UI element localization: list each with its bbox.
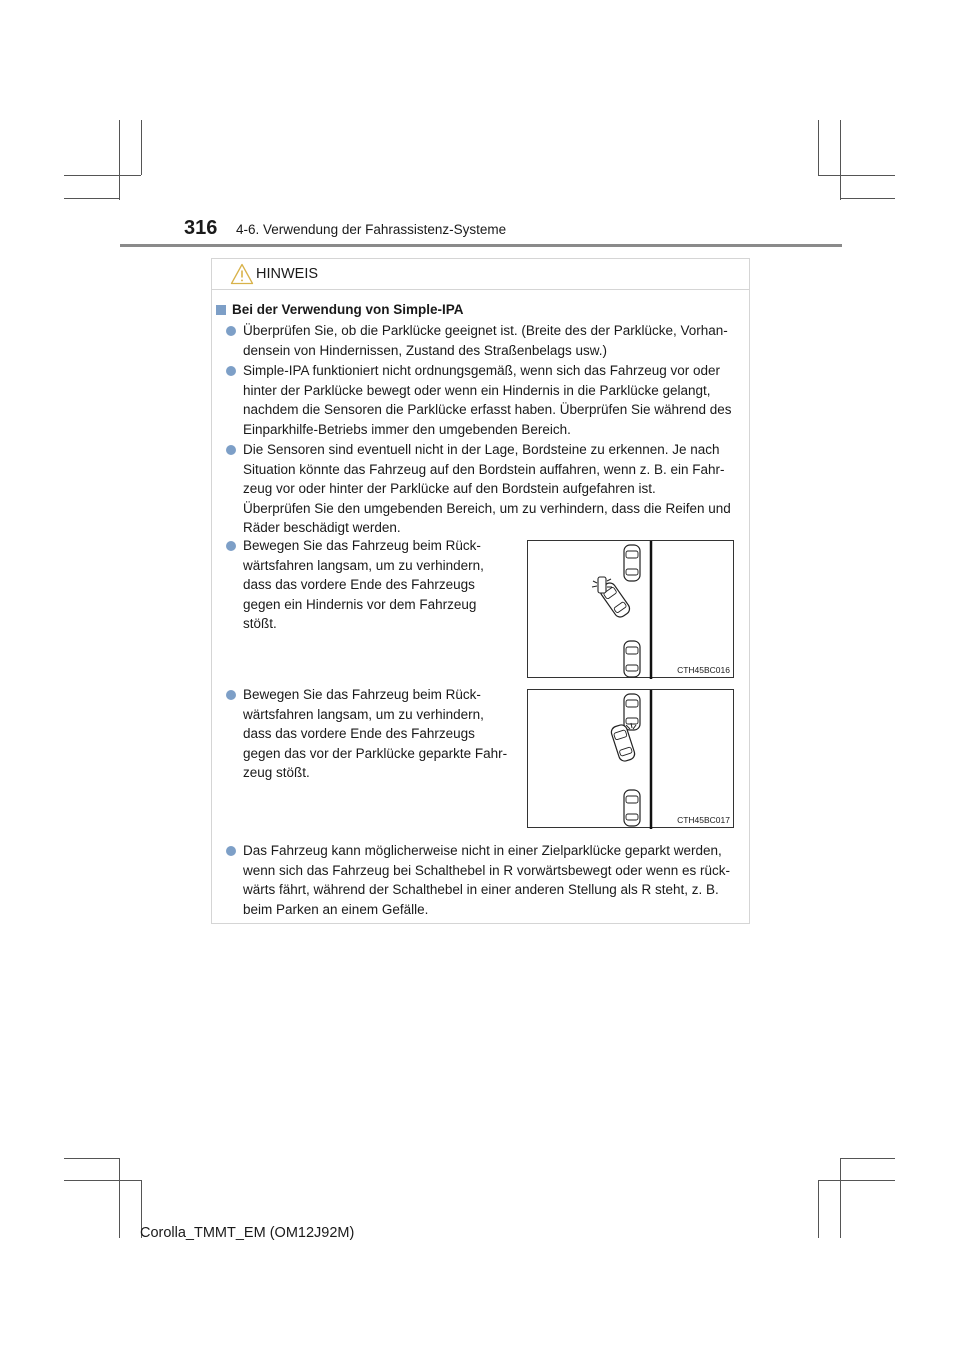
list-item	[226, 361, 744, 439]
bullet-icon	[226, 366, 236, 376]
square-bullet-icon	[216, 305, 226, 315]
crop-mark	[141, 120, 142, 175]
crop-mark	[840, 120, 841, 200]
warning-triangle-icon	[230, 263, 254, 285]
note-box	[211, 258, 750, 924]
list-item-text: Simple-IPA funktioniert nicht ordnungsgemäß, wenn sich das Fahrzeug vor oder hinter der Parklücke bewegt oder wenn ein Hindernis in die Parklücke gelangt, nachdem die Sensoren die Parklücke erfasst haben. Überprüfen Sie während des Einparkhilfe-Betriebs immer den umgebenden Bereich.	[243, 363, 732, 437]
crop-mark	[119, 1158, 120, 1238]
illustration-reverse-obstacle	[527, 540, 734, 678]
list-item	[226, 536, 515, 634]
section-heading-text: Bei der Verwendung von Simple-IPA	[232, 302, 464, 317]
crop-mark	[64, 1158, 120, 1159]
crop-mark	[64, 198, 120, 199]
crop-mark	[64, 175, 141, 176]
bullet-icon	[226, 326, 236, 336]
list-item-text: Bewegen Sie das Fahrzeug beim Rück- wärtsfahren langsam, um zu verhindern, dass das vordere Ende des Fahrzeugs gegen das vor der Parklücke geparkte Fahr- zeug stößt.	[243, 687, 508, 780]
header-rule	[120, 244, 842, 247]
list-item-text: Bewegen Sie das Fahrzeug beim Rück- wärtsfahren langsam, um zu verhindern, dass das vordere Ende des Fahrzeugs gegen ein Hindernis vor dem Fahrzeug stößt.	[243, 538, 484, 631]
figure-caption: CTH45BC017	[677, 815, 730, 825]
list-item-text: Die Sensoren sind eventuell nicht in der Lage, Bordsteine zu erkennen. Je nach Situation könnte das Fahrzeug auf den Bordstein auffahren, wenn z. B. ein Fahr- zeug vor oder hinter der Parklücke auf den Bordstein aufgefahren ist. Überprüfen Sie den umgebenden Bereich, um zu verhindern, dass die Reifen und Räder beschädigt werden.	[243, 442, 731, 535]
list-item-text: Überprüfen Sie, ob die Parklücke geeignet ist. (Breite des der Parklücke, Vorhan- densein von Hindernissen, Zustand des Straßenbelags usw.)	[243, 323, 728, 358]
page-number: 316	[184, 217, 218, 239]
bullet-icon	[226, 690, 236, 700]
crop-mark	[840, 1158, 895, 1159]
figure-caption: CTH45BC016	[677, 665, 730, 675]
crop-mark	[818, 1180, 895, 1181]
list-item	[226, 440, 744, 538]
crop-mark	[840, 1158, 841, 1238]
bullet-icon	[226, 445, 236, 455]
illustration-reverse-parked-car	[527, 689, 734, 828]
footer-document-id: Corolla_TMMT_EM (OM12J92M)	[140, 1225, 355, 1241]
bullet-icon	[226, 541, 236, 551]
crop-mark	[64, 1180, 141, 1181]
note-header	[212, 259, 749, 290]
crop-mark	[818, 120, 819, 175]
crop-mark	[818, 1180, 819, 1238]
crop-mark	[818, 175, 895, 176]
crop-mark	[840, 198, 895, 199]
list-item-text: Das Fahrzeug kann möglicherweise nicht in einer Zielparklücke geparkt werden, wenn sich das Fahrzeug bei Schalthebel in R vorwärtsbewegt oder wenn es rück- wärts fährt, während der Schalthebel in einer anderen Stellung als R steht, z. B. beim Parken an einem Gefälle.	[243, 843, 731, 917]
section-heading	[216, 301, 464, 319]
bullet-icon	[226, 846, 236, 856]
list-item	[226, 841, 744, 919]
note-title: HINWEIS	[256, 266, 319, 282]
crop-mark	[119, 120, 120, 200]
list-item	[226, 685, 515, 783]
section-title: 4-6. Verwendung der Fahrassistenz-Systeme	[236, 222, 507, 237]
list-item	[226, 321, 744, 360]
